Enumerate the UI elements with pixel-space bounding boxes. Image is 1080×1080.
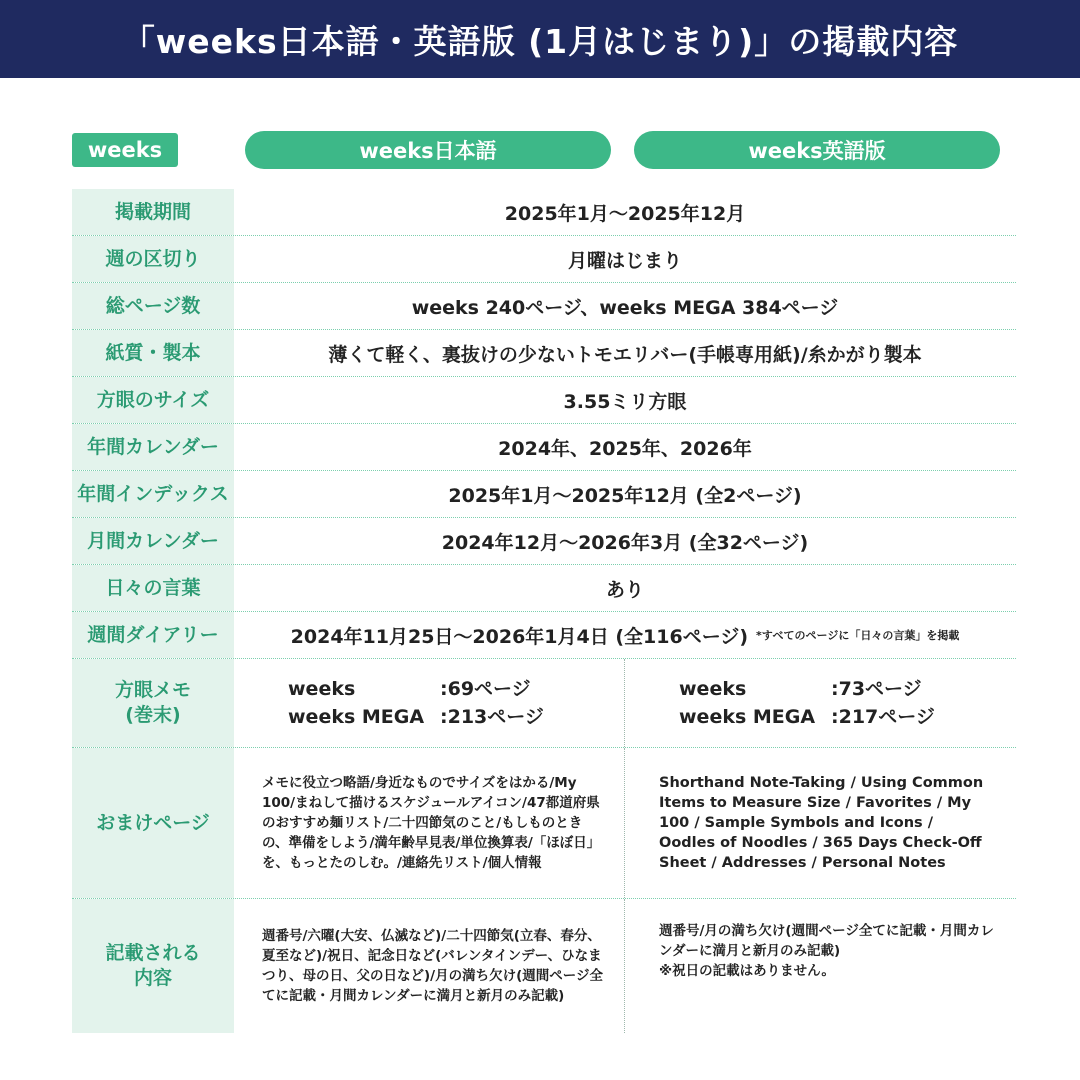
row-label: 掲載期間 bbox=[72, 189, 234, 235]
row-label: 総ページ数 bbox=[72, 283, 234, 329]
bonus-japanese bbox=[234, 748, 625, 898]
weekly-diary-value: 2024年11月25日〜2026年1月4日 (全116ページ) bbox=[290, 625, 749, 648]
listed-english-note: ※祝日の記載はありません。 bbox=[659, 963, 835, 979]
memo-edition: weeks MEGA bbox=[679, 706, 816, 728]
row-label: 週の区切り bbox=[72, 236, 234, 282]
row-value: 薄くて軽く、裏抜けの少ないトモエリバー(手帳専用紙)/糸かがり製本 bbox=[328, 343, 922, 366]
table-row-memo bbox=[72, 659, 1016, 748]
table-row bbox=[72, 565, 1016, 612]
bonus-japanese-text: メモに役立つ略語/身近なものでサイズをはかる/My 100/まねして描けるスケジュールアイコン/47都道府県のおすすめ麺リスト/二十四節気のこと/もしものときの、準備をしよう/満年齢早見表/単位換算表/「ほぼ日」を、もっとたのしむ。/連絡先リスト/個人情報 bbox=[262, 775, 601, 871]
row-value: あり bbox=[605, 578, 644, 601]
row-split bbox=[234, 748, 1016, 898]
listed-japanese bbox=[234, 899, 625, 1033]
memo-pages: :69ページ bbox=[440, 678, 531, 700]
listed-japanese-text: 週番号/六曜(大安、仏滅など)/二十四節気(立春、春分、夏至など)/祝日、記念日など(バレンタインデー、ひなまつり、母の日、父の日など)/月の満ち欠け(週間ページ全てに記載・月間カレンダーに満月と新月のみ記載) bbox=[262, 928, 603, 1004]
memo-edition: weeks bbox=[288, 678, 356, 700]
row-label: 週間ダイアリー bbox=[72, 612, 234, 658]
row-value: 2025年1月〜2025年12月 (全2ページ) bbox=[448, 484, 802, 507]
memo-edition: weeks MEGA bbox=[288, 706, 425, 728]
row-value: 2024年、2025年、2026年 bbox=[498, 437, 752, 460]
bonus-english-text: Shorthand Note-Taking / Using Common Items to Measure Size / Favorites / My 100 / Sample Symbols and Icons / Oodles of Noodles / 365 Days Check-Off Sheet / Addresses / Personal Notes bbox=[659, 775, 984, 871]
memo-pages: :73ページ bbox=[831, 678, 922, 700]
memo-pages: :217ページ bbox=[831, 706, 935, 728]
memo-line bbox=[679, 675, 935, 703]
table-row-listed bbox=[72, 899, 1016, 1033]
row-label: おまけページ bbox=[72, 748, 234, 898]
memo-line bbox=[288, 703, 544, 731]
row-value: 2024年12月〜2026年3月 (全32ページ) bbox=[441, 531, 809, 554]
row-value: weeks 240ページ、weeks MEGA 384ページ bbox=[411, 296, 839, 319]
banner-title: 「weeks日本語・英語版 (1月はじまり)」の掲載内容 bbox=[121, 21, 959, 61]
listed-english bbox=[625, 899, 1016, 1033]
table-row bbox=[72, 424, 1016, 471]
header-label-weeks: weeks bbox=[72, 133, 178, 167]
row-value bbox=[234, 612, 1016, 658]
bonus-english bbox=[625, 748, 1016, 898]
table-row bbox=[72, 236, 1016, 283]
row-value: 月曜はじまり bbox=[567, 249, 682, 272]
table-row bbox=[72, 612, 1016, 659]
row-split bbox=[234, 659, 1016, 747]
row-label: 月間カレンダー bbox=[72, 518, 234, 564]
memo-line bbox=[679, 703, 935, 731]
row-split bbox=[234, 899, 1016, 1033]
spec-table bbox=[72, 189, 1016, 1033]
page-banner bbox=[0, 0, 1080, 78]
row-label: 記載される 内容 bbox=[72, 899, 234, 1033]
row-label: 日々の言葉 bbox=[72, 565, 234, 611]
weekly-diary-note: *すべてのページに「日々の言葉」を掲載 bbox=[756, 629, 960, 642]
memo-line bbox=[288, 675, 544, 703]
row-label: 方眼のサイズ bbox=[72, 377, 234, 423]
header-english-edition: weeks英語版 bbox=[634, 131, 1000, 169]
memo-pages: :213ページ bbox=[440, 706, 544, 728]
listed-english-text: 週番号/月の満ち欠け(週間ページ全てに記載・月間カレンダーに満月と新月のみ記載) bbox=[659, 923, 994, 959]
memo-japanese bbox=[234, 659, 625, 747]
row-label: 年間カレンダー bbox=[72, 424, 234, 470]
row-label: 紙質・製本 bbox=[72, 330, 234, 376]
table-row bbox=[72, 471, 1016, 518]
row-value: 3.55ミリ方眼 bbox=[563, 390, 687, 413]
table-row bbox=[72, 189, 1016, 236]
memo-edition: weeks bbox=[679, 678, 747, 700]
table-row bbox=[72, 283, 1016, 330]
table-row bbox=[72, 330, 1016, 377]
table-row bbox=[72, 377, 1016, 424]
table-row bbox=[72, 518, 1016, 565]
memo-english bbox=[625, 659, 1016, 747]
row-label: 方眼メモ (巻末) bbox=[72, 659, 234, 747]
row-label: 年間インデックス bbox=[72, 471, 234, 517]
row-value: 2025年1月〜2025年12月 bbox=[504, 202, 746, 225]
table-row-bonus bbox=[72, 748, 1016, 899]
header-japanese-edition: weeks日本語 bbox=[245, 131, 611, 169]
